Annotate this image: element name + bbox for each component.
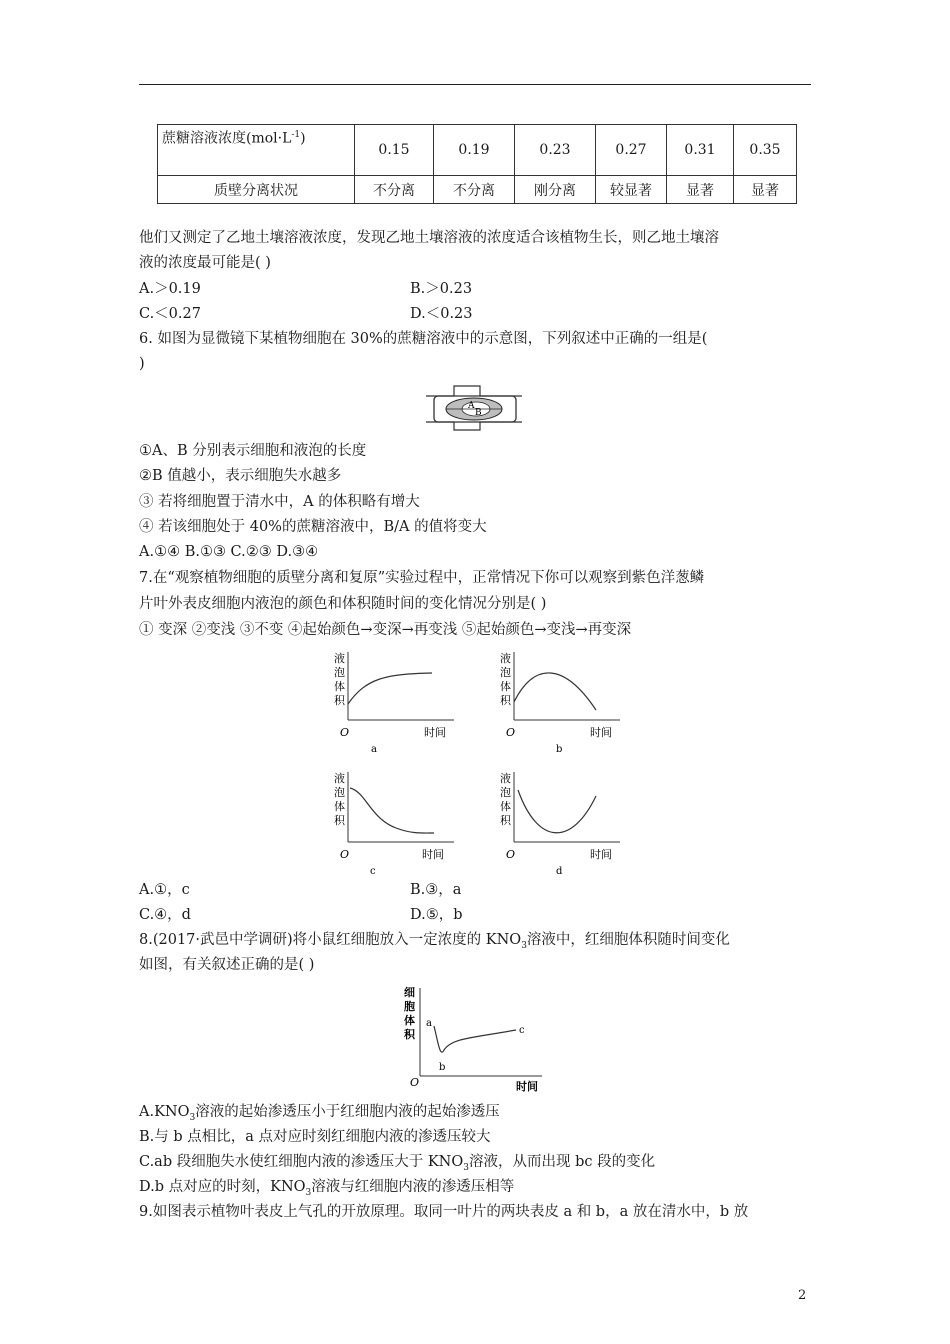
svg-text:细: 细 xyxy=(404,986,415,999)
svg-text:积: 积 xyxy=(334,694,345,707)
table-header-concentration: 蔗糖溶液浓度$(mol\cdot L^{-1})$ xyxy=(158,125,355,176)
graph-d-caption: d xyxy=(556,866,563,877)
table-cell: 刚分离 xyxy=(515,176,596,204)
svg-text:时间: 时间 xyxy=(424,726,446,739)
plant-cell-figure xyxy=(424,382,526,434)
svg-text:体: 体 xyxy=(334,680,345,693)
q8-option-c: C.ab 段细胞失水使红细胞内液的渗透压大于 $KNO_3$溶液，从而出现 bc 段的变化 xyxy=(139,1154,656,1173)
q5-option-c: C.＜0.27 xyxy=(139,306,201,322)
graph-d xyxy=(494,768,626,880)
q6-stem-line1: 6. 如图为显微镜下某植物细胞在 30%的蔗糖溶液中的示意图，下列叙述中正确的一组是( xyxy=(139,331,708,347)
q7-option-d: D.⑤，b xyxy=(410,907,463,923)
table-cell: 0.27 xyxy=(596,125,667,176)
svg-text:体: 体 xyxy=(334,800,345,813)
q5-option-d: D.＜0.23 xyxy=(410,306,473,322)
table-cell: 0.31 xyxy=(667,125,734,176)
page-number: 2 xyxy=(798,1288,807,1303)
svg-text:积: 积 xyxy=(334,814,345,827)
q7-stem-line1: 7.在“观察植物细胞的质壁分离和复原”实验过程中，正常情况下你可以观察到紫色洋葱鳞 xyxy=(139,570,705,586)
q8-option-a: $A.KNO_3$溶液的起始渗透压小于红细胞内液的起始渗透压 xyxy=(139,1104,500,1123)
svg-text:积: 积 xyxy=(500,694,511,707)
svg-text:O: O xyxy=(410,1076,420,1089)
svg-text:O: O xyxy=(340,848,350,861)
q5-stem-line1: 他们又测定了乙地土壤溶液浓度，发现乙地土壤溶液的浓度适合该植物生长，则乙地土壤溶 xyxy=(139,230,719,246)
svg-text:泡: 泡 xyxy=(500,786,511,799)
svg-text:O: O xyxy=(506,726,516,739)
svg-text:泡: 泡 xyxy=(334,666,345,679)
svg-text:液: 液 xyxy=(500,652,511,665)
q8-stem-line2: 如图，有关叙述正确的是( ) xyxy=(139,957,315,973)
q6-statement-1: ①A、B 分别表示细胞和液泡的长度 xyxy=(139,443,367,459)
fig-label-a: A xyxy=(468,401,475,411)
table-cell: 较显著 xyxy=(596,176,667,204)
svg-text:O: O xyxy=(506,848,516,861)
svg-text:O: O xyxy=(340,726,350,739)
table-cell: 0.35 xyxy=(734,125,797,176)
table-cell: 显著 xyxy=(667,176,734,204)
q6-options: A.①④ B.①③ C.②③ D.③④ xyxy=(139,544,319,560)
table-header-state: 质壁分离状况 xyxy=(158,176,355,204)
q6-stem-line2: ) xyxy=(139,356,145,372)
q6-statement-2: ②B 值越小，表示细胞失水越多 xyxy=(139,468,342,484)
svg-text:积: 积 xyxy=(500,814,511,827)
svg-text:时间: 时间 xyxy=(422,848,444,861)
graph-b xyxy=(494,648,626,758)
q7-option-a: A.①，c xyxy=(139,882,190,898)
svg-text:液: 液 xyxy=(334,772,345,785)
graph-a-caption: a xyxy=(371,744,377,755)
rbc-volume-graph xyxy=(402,982,548,1094)
svg-text:泡: 泡 xyxy=(500,666,511,679)
point-c: c xyxy=(519,1025,525,1036)
q7-option-c: C.④，d xyxy=(139,907,191,923)
q6-statement-4: ④ 若该细胞处于 40%的蔗糖溶液中，B/A 的值将变大 xyxy=(139,519,487,535)
q9-stem-line1: 9.如图表示植物叶表皮上气孔的开放原理。取同一叶片的两块表皮 a 和 b，a 放在清水中，b 放 xyxy=(139,1204,749,1220)
q5-option-a: A.＞0.19 xyxy=(139,281,201,297)
q7-stem-line2: 片叶外表皮细胞内液泡的颜色和体积随时间的变化情况分别是( ) xyxy=(139,596,547,612)
graph-a xyxy=(326,648,458,758)
q8-option-d: D.b 点对应的时刻，$KNO_3$溶液与红细胞内液的渗透压相等 xyxy=(139,1179,515,1198)
graph-c-caption: c xyxy=(370,866,376,877)
svg-text:泡: 泡 xyxy=(334,786,345,799)
point-b: b xyxy=(439,1062,446,1073)
graph-b-caption: b xyxy=(556,744,563,755)
svg-text:时间: 时间 xyxy=(516,1080,538,1093)
q8-option-b: B.与 b 点相比，a 点对应时刻红细胞内液的渗透压较大 xyxy=(139,1129,491,1145)
svg-text:体: 体 xyxy=(500,680,511,693)
svg-text:时间: 时间 xyxy=(590,848,612,861)
sucrose-table xyxy=(157,124,797,204)
q5-option-b: B.＞0.23 xyxy=(410,281,473,297)
q8-stem-line1: 8.(2017·武邑中学调研)将小鼠红细胞放入一定浓度的 $KNO_3$溶液中，红细胞体积随时间变化 xyxy=(139,932,730,951)
svg-text:体: 体 xyxy=(404,1014,415,1027)
table-cell: 不分离 xyxy=(355,176,434,204)
table-cell: 0.15 xyxy=(355,125,434,176)
q7-option-b: B.③，a xyxy=(410,882,462,898)
svg-text:液: 液 xyxy=(500,772,511,785)
graph-c xyxy=(326,768,458,880)
svg-text:时间: 时间 xyxy=(590,726,612,739)
svg-text:体: 体 xyxy=(500,800,511,813)
q7-stem-line3: ① 变深 ②变浅 ③不变 ④起始颜色→变深→再变浅 ⑤起始颜色→变浅→再变深 xyxy=(139,622,632,638)
header-rule xyxy=(139,84,811,85)
q5-stem-line2: 液的浓度最可能是( ) xyxy=(139,255,271,271)
table-cell: 0.19 xyxy=(434,125,515,176)
fig-label-b: B xyxy=(475,408,482,418)
point-a: a xyxy=(426,1018,432,1029)
table-cell: 显著 xyxy=(734,176,797,204)
table-cell: 不分离 xyxy=(434,176,515,204)
table-cell: 0.23 xyxy=(515,125,596,176)
q6-statement-3: ③ 若将细胞置于清水中，A 的体积略有增大 xyxy=(139,494,420,510)
svg-text:胞: 胞 xyxy=(404,1000,415,1013)
svg-text:液: 液 xyxy=(334,652,345,665)
svg-text:积: 积 xyxy=(404,1028,415,1041)
